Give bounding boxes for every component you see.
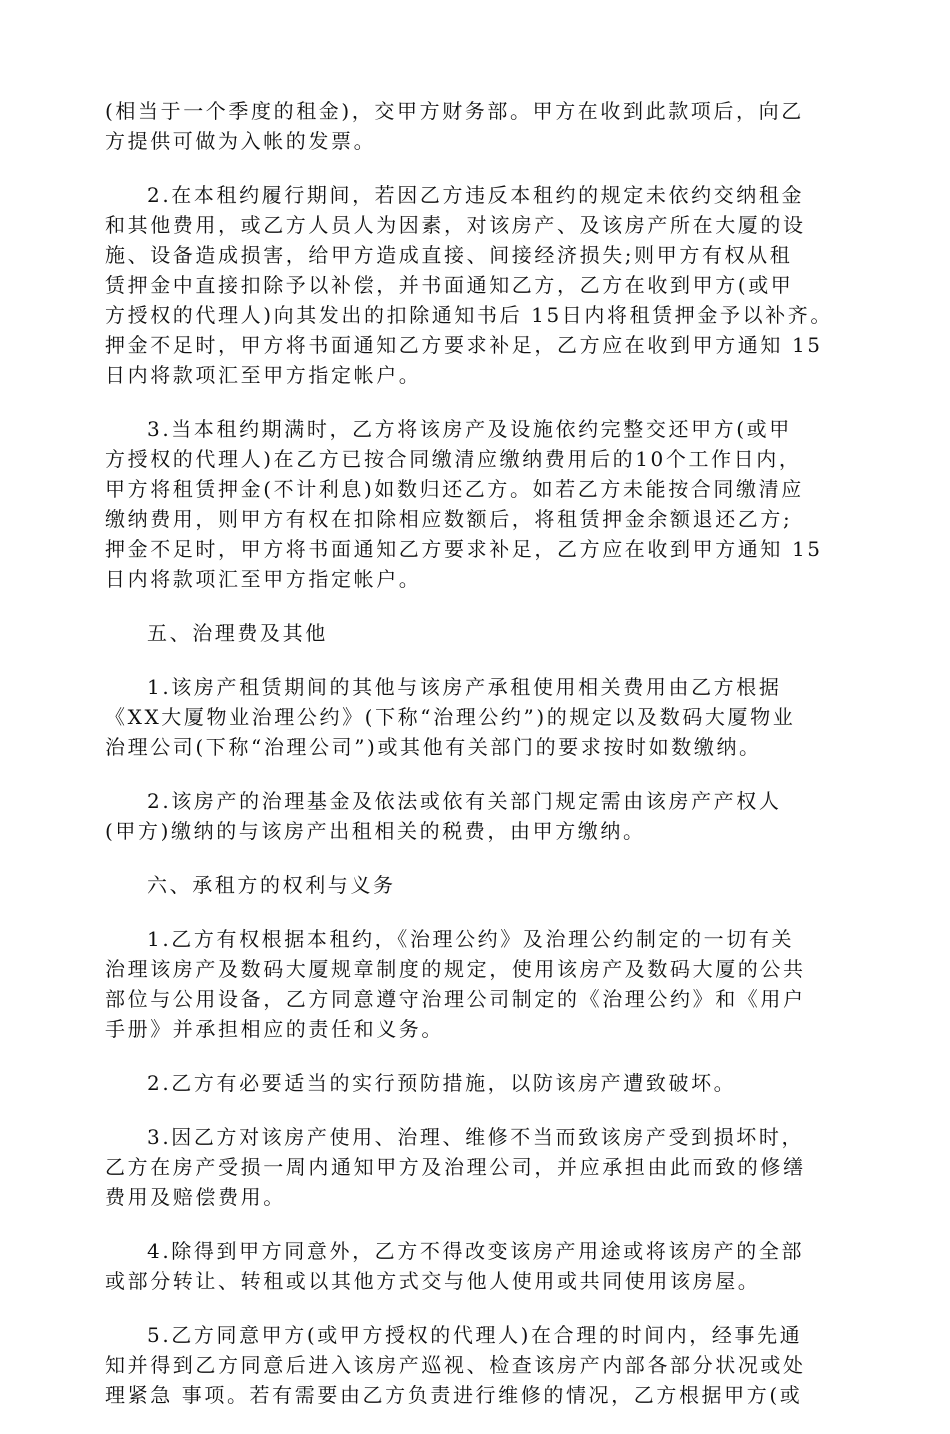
text-line: 押金不足时，甲方将书面通知乙方要求补足，乙方应在收到甲方通知 15 [105,333,823,357]
paragraph-clause-5-2 [105,786,851,846]
text-line: 方授权的代理人)向其发出的扣除通知书后 15日内将租赁押金予以补齐。 [105,303,834,327]
text-line: 赁押金中直接扣除予以补偿，并书面通知乙方，乙方在收到甲方(或甲 [105,273,794,297]
text-line: 押金不足时，甲方将书面通知乙方要求补足，乙方应在收到甲方通知 15 [105,537,823,561]
text-line: (甲方)缴纳的与该房产出租相关的税费，由甲方缴纳。 [105,819,646,843]
text-line: 治理该房产及数码大厦规章制度的规定，使用该房产及数码大厦的公共 [105,957,806,981]
text-line: 2.乙方有必要适当的实行预防措施，以防该房产遭致破坏。 [147,1071,737,1095]
paragraph-clause-6-2 [105,1068,851,1098]
text-line: 或部分转让、转租或以其他方式交与他人使用或共同使用该房屋。 [105,1269,761,1293]
text-line: 缴纳费用，则甲方有权在扣除相应数额后，将租赁押金余额退还乙方; [105,507,793,531]
paragraph-clause-6-4 [105,1236,851,1296]
section-heading-text: 六、承租方的权利与义务 [147,873,396,897]
text-line: 5.乙方同意甲方(或甲方授权的代理人)在合理的时间内，经事先通 [147,1323,803,1347]
paragraph-clause-5-1 [105,672,851,762]
text-line: 理紧急 事项。若有需要由乙方负责进行维修的情况，乙方根据甲方(或 [105,1383,803,1407]
text-line: (相当于一个季度的租金)，交甲方财务部。甲方在收到此款项后，向乙 [105,99,804,123]
text-line: 手册》并承担相应的责任和义务。 [105,1017,444,1041]
paragraph-clause-4-2 [105,180,851,390]
text-line: 日内将款项汇至甲方指定帐户。 [105,567,422,591]
text-line: 方授权的代理人)在乙方已按合同缴清应缴纳费用后的10个工作日内， [105,447,802,471]
text-line: 3.当本租约期满时，乙方将该房产及设施依约完整交还甲方(或甲 [147,417,792,441]
paragraph-clause-6-3 [105,1122,851,1212]
section-heading-text: 五、治理费及其他 [147,621,328,645]
text-line: 知并得到乙方同意后进入该房产巡视、检查该房产内部各部分状况或处 [105,1353,806,1377]
text-line: 2.该房产的治理基金及依法或依有关部门规定需由该房产产权人 [147,789,782,813]
text-line: 和其他费用，或乙方人员人为因素，对该房产、及该房产所在大厦的设 [105,213,806,237]
text-line: 《XX大厦物业治理公约》(下称“治理公约”)的规定以及数码大厦物业 [105,705,796,729]
paragraph-clause-6-5 [105,1320,851,1410]
paragraph-clause-6-1 [105,924,851,1044]
text-line: 费用及赔偿费用。 [105,1185,286,1209]
paragraph-continuation [105,96,851,156]
text-line: 日内将款项汇至甲方指定帐户。 [105,363,422,387]
text-line: 甲方将租赁押金(不计利息)如数归还乙方。如若乙方未能按合同缴清应 [105,477,804,501]
text-line: 4.除得到甲方同意外，乙方不得改变该房产用途或将该房产的全部 [147,1239,805,1263]
text-line: 1.乙方有权根据本租约，《治理公约》及治理公约制定的一切有关 [147,927,795,951]
text-line: 方提供可做为入帐的发票。 [105,129,377,153]
text-line: 部位与公用设备，乙方同意遵守治理公司制定的《治理公约》和《用户 [105,987,806,1011]
paragraph-clause-4-3 [105,414,851,594]
text-line: 2.在本租约履行期间，若因乙方违反本租约的规定未依约交纳租金 [147,183,805,207]
text-line: 乙方在房产受损一周内通知甲方及治理公司，并应承担由此而致的修缮 [105,1155,806,1179]
text-line: 施、设备造成损害，给甲方造成直接、间接经济损失;则甲方有权从租 [105,243,793,267]
document-page [105,96,851,1434]
section-heading-5 [105,618,851,648]
text-line: 治理公司(下称“治理公司”)或其他有关部门的要求按时如数缴纳。 [105,735,762,759]
section-heading-6 [105,870,851,900]
text-line: 1.该房产租赁期间的其他与该房产承租使用相关费用由乙方根据 [147,675,782,699]
text-line: 3.因乙方对该房产使用、治理、维修不当而致该房产受到损坏时， [147,1125,805,1149]
